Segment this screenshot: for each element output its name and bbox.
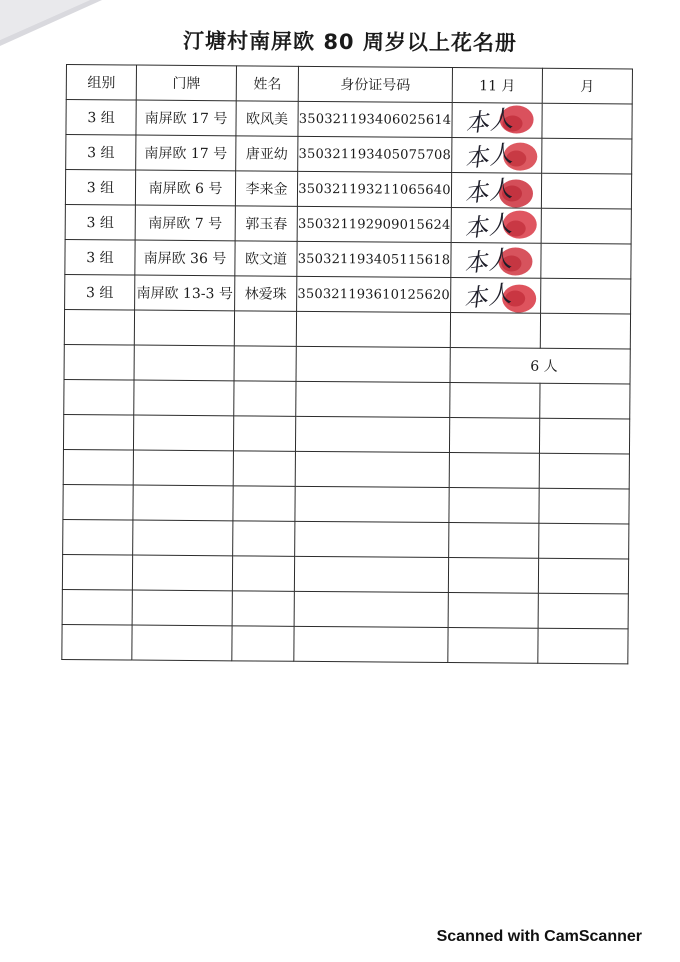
cell-group: 3 组: [65, 204, 135, 240]
empty-cell: [232, 556, 294, 591]
cell-name: 李来金: [235, 171, 297, 206]
signature-cell: [452, 103, 542, 139]
handwritten-signature: 本人: [462, 104, 515, 139]
empty-cell: [539, 453, 629, 489]
empty-cell: [450, 313, 540, 349]
cell-id: 350321193405115618: [297, 241, 451, 277]
empty-cell: [233, 416, 295, 451]
signature-cell: [451, 278, 541, 314]
empty-cell: [133, 415, 233, 451]
empty-cell: [132, 625, 232, 661]
header-name: 姓名: [236, 66, 298, 101]
empty-cell: [449, 453, 539, 489]
cell-id: 350321192909015624: [297, 206, 451, 242]
blank-row: [64, 309, 630, 348]
empty-cell: [540, 313, 630, 349]
empty-cell: [62, 589, 132, 625]
empty-cell: [295, 486, 449, 522]
empty-cell: [232, 591, 294, 626]
cell-door: 南屏欧 6 号: [135, 170, 235, 206]
empty-cell: [133, 450, 233, 486]
empty-cell: [296, 381, 450, 417]
table-row: [65, 204, 631, 243]
blank-row: [63, 449, 629, 488]
cell-name: 欧文道: [235, 241, 297, 276]
cell-id: 350321193406025614: [298, 101, 452, 137]
signature-with-fingerprint: [458, 138, 538, 174]
cell-group: 3 组: [65, 239, 135, 275]
signature-with-fingerprint: [458, 173, 538, 209]
empty-cell: [538, 558, 628, 594]
empty-cell: [295, 416, 449, 452]
empty-cell: [62, 554, 132, 590]
empty-cell: [134, 380, 234, 416]
signature-with-fingerprint: [457, 278, 537, 314]
empty-cell: [233, 521, 295, 556]
handwritten-signature: 本人: [462, 209, 514, 244]
header-month-2: 月: [542, 68, 632, 104]
blank-row: [63, 519, 629, 558]
handwritten-signature: 本人: [461, 244, 514, 279]
cell-group: 3 组: [65, 274, 135, 310]
person-count-note: 6 人: [450, 348, 630, 384]
signature-with-fingerprint: [457, 243, 537, 279]
empty-cell: [294, 591, 448, 627]
empty-cell: [63, 484, 133, 520]
cell-name: 林爱珠: [235, 276, 297, 311]
empty-cell: [132, 590, 232, 626]
cell-door: 南屏欧 7 号: [135, 205, 235, 241]
empty-cell: [449, 523, 539, 559]
blank-row: [62, 554, 628, 593]
signature-cell: [451, 173, 541, 209]
cell-name: 欧风美: [236, 101, 298, 136]
cell-door: 南屏欧 17 号: [136, 135, 236, 171]
empty-cell: [62, 624, 132, 660]
empty-cell: [233, 451, 295, 486]
handwritten-signature: 本人: [462, 174, 514, 209]
empty-cell: [134, 345, 234, 381]
header-row: [66, 65, 632, 104]
table-row: [66, 135, 632, 174]
empty-cell: [132, 555, 232, 591]
empty-cell: [234, 381, 296, 416]
cell-id: 350321193610125620: [297, 276, 451, 312]
blank-row: [62, 589, 628, 628]
empty-cell: [541, 208, 631, 244]
scanner-watermark: Scanned with CamScanner: [436, 928, 642, 945]
empty-cell: [449, 418, 539, 454]
empty-cell: [64, 379, 134, 415]
signature-with-fingerprint: [458, 208, 538, 244]
empty-cell: [64, 309, 134, 345]
cell-name: 唐亚幼: [236, 136, 298, 171]
cell-door: 南屏欧 13-3 号: [135, 275, 235, 311]
empty-cell: [540, 383, 630, 419]
empty-cell: [541, 278, 631, 314]
header-id: 身份证号码: [298, 66, 452, 102]
cell-id: 350321193211065640: [297, 171, 451, 207]
empty-cell: [538, 593, 628, 629]
handwritten-signature: 本人: [462, 139, 514, 174]
empty-cell: [134, 310, 234, 346]
empty-cell: [448, 558, 538, 594]
empty-cell: [133, 520, 233, 556]
cell-group: 3 组: [66, 100, 136, 136]
header-door: 门牌: [136, 65, 236, 101]
blank-row: [64, 379, 630, 418]
table-row: [65, 274, 631, 313]
empty-cell: [63, 449, 133, 485]
cell-door: 南屏欧 17 号: [136, 100, 236, 136]
empty-cell: [539, 523, 629, 559]
empty-cell: [295, 521, 449, 557]
empty-cell: [542, 138, 632, 174]
blank-row: [63, 484, 629, 523]
signature-with-fingerprint: [458, 103, 538, 139]
empty-cell: [541, 173, 631, 209]
empty-cell: [233, 486, 295, 521]
table-row: [66, 100, 632, 139]
cell-name: 郭玉春: [235, 206, 297, 241]
empty-cell: [448, 593, 538, 629]
empty-cell: [63, 414, 133, 450]
empty-cell: [541, 243, 631, 279]
empty-cell: [294, 626, 448, 662]
handwritten-signature: 本人: [461, 279, 513, 314]
signature-cell: [451, 208, 541, 244]
empty-cell: [64, 344, 134, 380]
empty-cell: [294, 556, 448, 592]
signature-cell: [452, 138, 542, 174]
empty-cell: [296, 311, 450, 347]
blank-row: [62, 624, 628, 663]
roster-table: [61, 64, 633, 664]
blank-row: [63, 414, 629, 453]
empty-cell: [133, 485, 233, 521]
empty-cell: [539, 488, 629, 524]
cell-group: 3 组: [65, 170, 135, 206]
header-month-1: 11 月: [452, 68, 542, 104]
header-group: 组别: [66, 65, 136, 101]
table-row: [65, 170, 631, 209]
table-row: [65, 239, 631, 278]
empty-cell: [295, 451, 449, 487]
empty-cell: [232, 626, 294, 661]
empty-cell: [234, 346, 296, 381]
cell-door: 南屏欧 36 号: [135, 240, 235, 276]
empty-cell: [542, 103, 632, 139]
empty-cell: [63, 519, 133, 555]
empty-cell: [448, 628, 538, 664]
empty-cell: [449, 488, 539, 524]
empty-cell: [234, 311, 296, 346]
blank-row: [64, 344, 630, 383]
cell-group: 3 组: [66, 135, 136, 171]
signature-cell: [451, 243, 541, 279]
cell-id: 350321193405075708: [298, 136, 452, 172]
document-title: 汀塘村南屏欧 80 周岁以上花名册: [182, 28, 517, 56]
empty-cell: [539, 418, 629, 454]
empty-cell: [450, 383, 540, 419]
empty-cell: [296, 346, 450, 382]
empty-cell: [538, 628, 628, 664]
